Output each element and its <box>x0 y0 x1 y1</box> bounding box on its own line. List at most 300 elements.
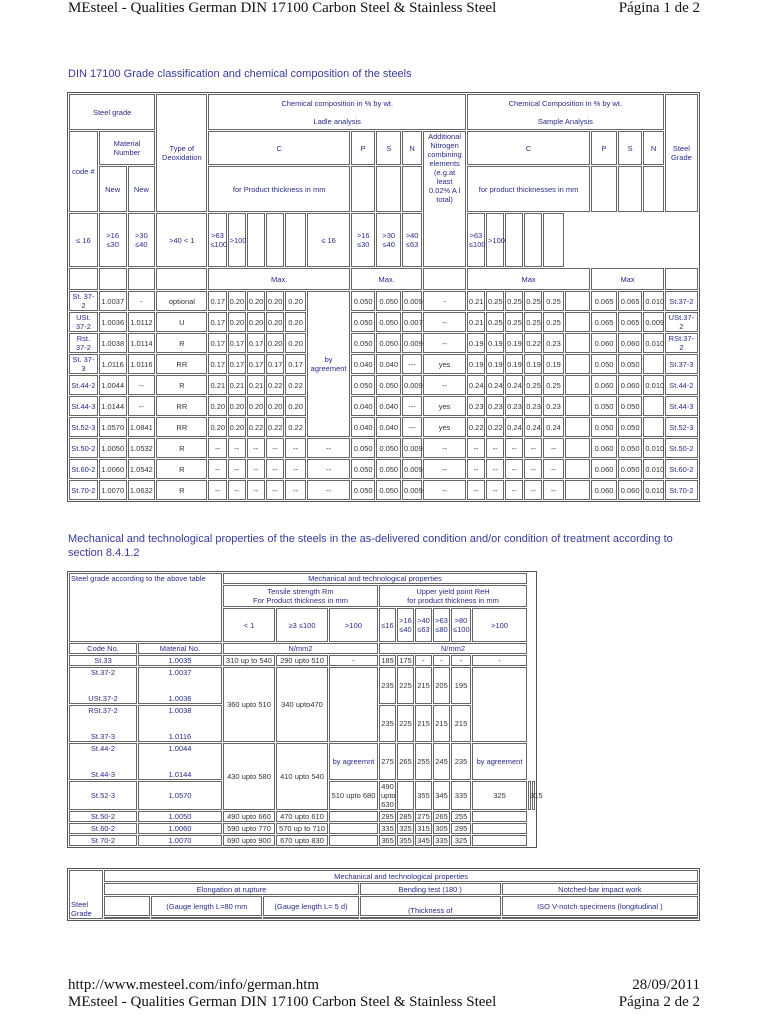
carbon-value: 0.21 <box>247 375 265 395</box>
psn-value: 0.050 <box>351 291 376 311</box>
yield-value: 295 <box>451 823 471 834</box>
empty-cell <box>543 213 563 267</box>
psn-value-sample: 0.060 <box>618 375 643 395</box>
material-no-group <box>138 743 222 780</box>
empty-cell <box>565 438 591 458</box>
carbon-value: -- <box>247 438 265 458</box>
grade-code: St.60-2 <box>69 459 98 479</box>
psn-value: 0.050 <box>376 333 401 353</box>
ladle-header: Chemical composition in % by wt. Ladle analysis <box>208 94 465 130</box>
psn-value: --- <box>402 354 422 374</box>
tensile-value: 570 up to 710 <box>276 823 328 834</box>
tensile-value: 360 upto 510 <box>223 667 275 742</box>
tensile-value: 590 upto 770 <box>223 823 275 834</box>
carbon-value-sample: -- <box>524 438 542 458</box>
carbon-value-sample: 0.23 <box>543 396 563 416</box>
yield-value: 325 <box>472 781 527 810</box>
grouped-row <box>69 667 535 704</box>
material-number-2: 1.0632 <box>128 480 156 500</box>
carbon-value-sample: -- <box>467 480 485 500</box>
psn-value-sample: 0.065 <box>618 291 643 311</box>
carbon-value: -- <box>208 438 226 458</box>
p2-header: P <box>591 131 617 165</box>
carbon-value: 0.20 <box>228 417 246 437</box>
carbon-value-sample: -- <box>505 438 523 458</box>
psn-value: 0.040 <box>376 354 401 374</box>
max-label: Max. <box>208 268 349 290</box>
material-no-group <box>138 667 222 704</box>
psn-value: 0.009 <box>402 333 422 353</box>
mech-tech-header-3: Mechanical and technological properties <box>104 870 698 882</box>
yield-thickness-header: >16 ≤40 <box>397 608 414 642</box>
yield-value: 205 <box>433 667 450 704</box>
thickness-header: >30 ≤40 <box>376 213 401 267</box>
carbon-value: 0.17 <box>208 291 226 311</box>
empty-cell <box>565 396 591 416</box>
yield-value: 215 <box>433 705 450 742</box>
psn-value: 0.007 <box>402 312 422 332</box>
psn-value: 0.040 <box>376 396 401 416</box>
psn-value-sample: 0.009 <box>643 312 663 332</box>
psn-value: 0.050 <box>351 480 376 500</box>
carbon-value-sample: 0.24 <box>505 417 523 437</box>
mech-tech-header: Mechanical and technological properties <box>223 573 527 584</box>
carbon-value-sample: 0.23 <box>467 396 485 416</box>
psn-value-sample: 0.010 <box>643 291 663 311</box>
carbon-value-sample: 0.25 <box>524 312 542 332</box>
carbon-value: 0.22 <box>266 417 284 437</box>
material-no: 1.0144 <box>168 770 192 779</box>
yield-value: 315 <box>415 823 432 834</box>
code-no-group <box>69 705 137 742</box>
carbon-value-sample: 0.24 <box>486 375 504 395</box>
new-header: New <box>128 166 156 212</box>
deoxidation-type: R <box>156 480 207 500</box>
psn-value: 0.040 <box>351 417 376 437</box>
footer-date: 28/09/2011 <box>632 977 700 993</box>
thickness-header: >63 ≤100 <box>208 213 226 267</box>
material-no: 1.0038 <box>168 706 192 715</box>
code-no: St.50-2 <box>69 811 137 822</box>
psn-value-sample: 0.050 <box>618 354 643 374</box>
carbon-value: 0.21 <box>228 375 246 395</box>
material-number: 1.0116 <box>99 354 127 374</box>
yield-value: 265 <box>433 811 450 822</box>
code-no-group <box>69 743 137 780</box>
carbon-value-sample: 0.19 <box>505 333 523 353</box>
carbon-value: -- <box>285 438 306 458</box>
yield-value: 355 <box>415 781 432 810</box>
deoxidation-type: U <box>156 312 207 332</box>
yield-value: 335 <box>379 823 396 834</box>
yield-value: 275 <box>415 811 432 822</box>
material-number-2: -- <box>128 396 156 416</box>
carbon-value-sample: 0.23 <box>505 396 523 416</box>
yield-value: 285 <box>397 811 414 822</box>
tensile-value: 340 upto470 <box>276 667 328 742</box>
by-agreement-cell: by agreement <box>472 743 527 780</box>
n-header: N <box>402 131 422 165</box>
grade-right: St.44-3 <box>665 396 698 416</box>
thickness-header: >40 < 1 <box>156 213 207 267</box>
yield-value: 255 <box>415 743 432 780</box>
psn-value-sample: 0.060 <box>591 438 617 458</box>
grouped-row <box>69 743 535 780</box>
tensile-thickness-header: < 1 <box>223 608 275 642</box>
psn-value: 0.009 <box>402 438 422 458</box>
deoxidation-type: RR <box>156 396 207 416</box>
additional-value: - <box>423 291 466 311</box>
carbon-value-sample: -- <box>524 459 542 479</box>
carbon-value: 0.20 <box>285 312 306 332</box>
psn-value: 0.050 <box>351 438 376 458</box>
psn-value-sample: 0.010 <box>643 459 663 479</box>
page-title: MEsteel - Qualities German DIN 17100 Carbon Steel & Stainless Steel <box>68 0 497 16</box>
material-number: 1.0050 <box>99 438 127 458</box>
n2-header: N <box>643 131 663 165</box>
product-thickness-header: for Product thickness in mm <box>208 166 349 212</box>
material-number-2: 1.0841 <box>128 417 156 437</box>
carbon-value: 0.20 <box>285 291 306 311</box>
tensile-value: 310 up to 540 <box>223 655 275 666</box>
grade-row <box>69 312 698 332</box>
material-number-2: 1.0532 <box>128 438 156 458</box>
material-number: 1.0037 <box>99 291 127 311</box>
yield-value: 215 <box>415 705 432 742</box>
thickness-header: >30 ≤40 <box>128 213 156 267</box>
grade-right: St.60-2 <box>665 459 698 479</box>
code-no: St 70-2 <box>69 835 137 846</box>
material-no: 1.0060 <box>138 823 222 834</box>
carbon-value-sample: -- <box>524 480 542 500</box>
empty-cell <box>329 667 378 742</box>
material-no: 1.0116 <box>168 732 192 741</box>
yield-value: 225 <box>397 667 414 704</box>
additional-value: -- <box>423 480 466 500</box>
yield-value: 255 <box>451 811 471 822</box>
yield-value: 175 <box>397 655 414 666</box>
psn-value: 0.050 <box>376 480 401 500</box>
yield-value: - <box>451 655 471 666</box>
material-no: 1.0070 <box>138 835 222 846</box>
grade-code: St. 37-3 <box>69 354 98 374</box>
gauge-5d-header: (Gauge length L= 5 d) <box>263 896 359 916</box>
empty-cell <box>397 781 414 810</box>
thickness-header: >16 ≤30 <box>351 213 376 267</box>
grade-code: St.70-2 <box>69 480 98 500</box>
tensile-value: 470 upto 610 <box>276 811 328 822</box>
code-no: St.44-3 <box>90 770 116 779</box>
steel-grade-header: Steel grade <box>69 94 155 130</box>
carbon-value: 0.17 <box>208 312 226 332</box>
tensile-value: 670 upto 830 <box>276 835 328 846</box>
carbon-value-sample: 0.25 <box>543 291 563 311</box>
tensile-value: 690 upto 900 <box>223 835 275 846</box>
code-no-header: Code No. <box>69 643 137 654</box>
carbon-value-sample: -- <box>486 459 504 479</box>
thickness-header: >100 <box>486 213 504 267</box>
empty-cell <box>329 823 378 834</box>
grade-row <box>69 291 698 311</box>
thickness-header: >16 ≤30 <box>99 213 127 267</box>
footer-page: Página 2 de 2 <box>618 994 700 1010</box>
yield-value: 225 <box>397 705 414 742</box>
code-no: St.52-3 <box>69 781 137 810</box>
psn-value-sample: 0.010 <box>643 375 663 395</box>
material-number: 1.0036 <box>99 312 127 332</box>
psn-value-sample: 0.010 <box>643 480 663 500</box>
carbon-value-sample: 0.19 <box>467 354 485 374</box>
psn-value: 0.050 <box>376 375 401 395</box>
deoxidation-type: R <box>156 459 207 479</box>
material-number-header: Material Number <box>99 131 155 165</box>
section2-title: Mechanical and technological properties of the steels in the as-delivered condition and/or condition of treatment according to section 8.4.1.2 <box>68 533 673 559</box>
carbon-value: -- <box>208 480 226 500</box>
psn-value-sample: 0.060 <box>591 333 617 353</box>
additional-value: -- <box>423 459 466 479</box>
psn-value: 0.050 <box>351 312 376 332</box>
empty-cell <box>472 811 527 822</box>
carbon-value: 0.20 <box>247 396 265 416</box>
additional-value: -- <box>423 312 466 332</box>
yield-value: 235 <box>379 705 396 742</box>
carbon-value-sample: -- <box>486 438 504 458</box>
carbon-value-sample: 0.24 <box>543 417 563 437</box>
yield-value: 335 <box>451 781 471 810</box>
carbon-value-sample: 0.19 <box>543 354 563 374</box>
carbon-value: -- <box>266 480 284 500</box>
yield-value: 185 <box>379 655 396 666</box>
psn-value: 0.050 <box>351 459 376 479</box>
yield-thickness-header: ≤16 <box>379 608 396 642</box>
material-number-2: 1.0542 <box>128 459 156 479</box>
material-number-2: -- <box>128 375 156 395</box>
yield-value: 325 <box>397 823 414 834</box>
material-no: 1.0570 <box>138 781 222 810</box>
carbon-value: 0.20 <box>247 291 265 311</box>
carbon-value: 0.20 <box>208 396 226 416</box>
grade-right: St.52-3 <box>665 417 698 437</box>
bending-header: Bending test (180 ) <box>360 883 501 895</box>
code-no: St.37-2 <box>90 668 116 677</box>
footer-url[interactable]: http://www.mesteel.com/info/german.htm <box>68 977 320 993</box>
elongation-bending-table <box>67 868 700 921</box>
yield-value: 355 <box>397 835 414 846</box>
carbon-value: 0.20 <box>228 312 246 332</box>
psn-value-sample: 0.065 <box>591 291 617 311</box>
empty-cell <box>565 291 591 311</box>
material-no: 1.0050 <box>138 811 222 822</box>
grade-right: St.44-2 <box>665 375 698 395</box>
carbon-value-sample: -- <box>505 480 523 500</box>
carbon-value-sample: 0.24 <box>524 417 542 437</box>
c-header: C <box>208 131 349 165</box>
yield-value: 345 <box>415 835 432 846</box>
carbon-value: 0.20 <box>285 333 306 353</box>
empty-cell <box>472 823 527 834</box>
empty-cell <box>565 333 591 353</box>
tensile-value: 490 upto 630 <box>381 782 396 809</box>
carbon-value: 0.17 <box>208 333 226 353</box>
yield-thickness-header: >63 ≤80 <box>433 608 450 642</box>
carbon-value: 0.20 <box>247 312 265 332</box>
sample-header: Chemical Composition in % by wt. Sample Analysis <box>467 94 664 130</box>
carbon-value: -- <box>228 480 246 500</box>
carbon-value: -- <box>266 438 284 458</box>
carbon-value: 0.20 <box>266 333 284 353</box>
psn-value-sample: 0.060 <box>591 480 617 500</box>
carbon-value-sample: 0.24 <box>505 375 523 395</box>
carbon-value: 0.21 <box>208 375 226 395</box>
material-no: 1.0036 <box>168 694 192 703</box>
grade-code: St.44-2 <box>69 375 98 395</box>
yield-value: 305 <box>433 823 450 834</box>
thickness-header: ≤ 16 <box>69 213 98 267</box>
carbon-value-sample: 0.25 <box>543 375 563 395</box>
carbon-value: 0.17 <box>228 354 246 374</box>
carbon-value-sample: 0.22 <box>467 417 485 437</box>
additional-header: Additional Nitrogen combining elements (e.g.at least 0.02% A l total) <box>423 131 466 267</box>
additional-value: yes <box>423 396 466 416</box>
code-header: code # <box>69 131 98 212</box>
material-number: 1.0070 <box>99 480 127 500</box>
mechanical-properties-table <box>67 571 543 848</box>
code-no: USt.37-2 <box>88 694 118 703</box>
deoxidation-type: R <box>156 438 207 458</box>
new-header: New <box>99 166 127 212</box>
grade-code: St.44-3 <box>69 396 98 416</box>
grade-row <box>69 333 698 353</box>
carbon-value: 0.22 <box>247 417 265 437</box>
material-no: 1.0037 <box>168 668 192 677</box>
empty-cell <box>266 213 284 267</box>
carbon-value-sample: 0.25 <box>486 312 504 332</box>
code-no: St.33 <box>69 655 137 666</box>
carbon-value-sample: 0.19 <box>467 333 485 353</box>
tensile-value: 430 upto 580 <box>223 743 275 810</box>
carbon-value-sample: -- <box>543 438 563 458</box>
yield-thickness-header: >40 ≤63 <box>415 608 432 642</box>
grade-right: RSt.37-2 <box>665 333 698 353</box>
steel-row <box>69 835 535 846</box>
carbon-value: -- <box>285 459 306 479</box>
yield-value: 345 <box>433 781 450 810</box>
notched-header: Notched-bar impact work <box>502 883 698 895</box>
yield-value: - <box>472 655 527 666</box>
carbon-value-sample: -- <box>505 459 523 479</box>
deoxidation-type: R <box>156 375 207 395</box>
code-no: St.37-3 <box>90 732 116 741</box>
carbon-value: 0.17 <box>208 354 226 374</box>
material-no: 1.0035 <box>138 655 222 666</box>
steel-row <box>69 823 535 834</box>
yield-value: 365 <box>379 835 396 846</box>
by-agreemnt-cell: by agreemnt <box>329 743 378 780</box>
material-number: 1.0038 <box>99 333 127 353</box>
psn-value: 0.009 <box>402 375 422 395</box>
psn-value-sample <box>643 417 663 437</box>
unit-label: N/mm2 <box>379 643 527 654</box>
carbon-value: 0.22 <box>285 417 306 437</box>
empty-cell <box>565 417 591 437</box>
yield-value: 325 <box>451 835 471 846</box>
carbon-value: -- <box>266 459 284 479</box>
psn-value: 0.050 <box>376 438 401 458</box>
carbon-value-sample: 0.23 <box>543 333 563 353</box>
carbon-value: 0.20 <box>266 396 284 416</box>
yield-value: 275 <box>379 743 396 780</box>
carbon-value: -- <box>208 459 226 479</box>
empty-cell <box>505 213 523 267</box>
tensile-header: Tensile strength Rm For Product thickness in mm <box>223 585 378 607</box>
steel-grade-according-header: Steel grade according to the above table <box>69 573 222 642</box>
psn-value: 0.040 <box>351 354 376 374</box>
additional-value: yes <box>423 417 466 437</box>
yield-value: - <box>415 655 432 666</box>
st33-row <box>69 655 535 666</box>
carbon-value-sample: -- <box>467 459 485 479</box>
carbon-value-sample: 0.21 <box>467 291 485 311</box>
empty-cell <box>565 480 591 500</box>
carbon-value: -- <box>285 480 306 500</box>
thickness-of-header: (Thickness of <box>360 896 501 916</box>
additional-value: -- <box>423 333 466 353</box>
empty-cell <box>565 459 591 479</box>
psn-value: 0.009 <box>402 480 422 500</box>
empty-cell <box>565 354 591 374</box>
tensile-value: 510 upto 680 <box>329 781 378 810</box>
material-number: 1.0570 <box>99 417 127 437</box>
tensile-value: - <box>329 655 378 666</box>
yield-thickness-header: >100 <box>472 608 527 642</box>
psn-value-sample: 0.050 <box>591 354 617 374</box>
psn-value: 0.040 <box>351 396 376 416</box>
carbon-value: 0.20 <box>228 396 246 416</box>
carbon-value: 0.20 <box>285 396 306 416</box>
grade-row <box>69 459 698 479</box>
deoxidation-header: Type of Deoxidation <box>156 94 207 212</box>
psn-value: 0.050 <box>351 333 376 353</box>
carbon-value: 0.20 <box>266 291 284 311</box>
grade-row <box>69 375 698 395</box>
material-number-2: 1.0116 <box>128 354 156 374</box>
carbon-value-sample: 0.25 <box>524 375 542 395</box>
s-header: S <box>376 131 401 165</box>
yield-thickness-header: >80 ≤100 <box>451 608 471 642</box>
yield-value: 215 <box>451 705 471 742</box>
psn-value-sample: 0.050 <box>618 459 643 479</box>
yield-value: 215 <box>415 667 432 704</box>
carbon-value-sample: 0.25 <box>505 312 523 332</box>
grade-code: Rst. 37-2 <box>69 333 98 353</box>
material-number: 1.0044 <box>99 375 127 395</box>
yield-value: 295 <box>379 811 396 822</box>
carbon-value: -- <box>247 480 265 500</box>
yield-value: 235 <box>379 667 396 704</box>
s2-header: S <box>618 131 643 165</box>
yield-value: 265 <box>397 743 414 780</box>
section1-title: DIN 17100 Grade classification and chemical composition of the steels <box>68 68 412 80</box>
code-no: St.44-2 <box>90 744 116 753</box>
page-number: Página 1 de 2 <box>618 0 700 16</box>
steel-grade-header-right: Steel Grade <box>665 94 698 212</box>
grade-row <box>69 438 698 458</box>
psn-value-sample: 0.065 <box>618 312 643 332</box>
material-number-2: 1.0112 <box>128 312 156 332</box>
psn-value: 0.050 <box>376 291 401 311</box>
grade-row <box>69 354 698 374</box>
material-no-group <box>138 705 222 742</box>
